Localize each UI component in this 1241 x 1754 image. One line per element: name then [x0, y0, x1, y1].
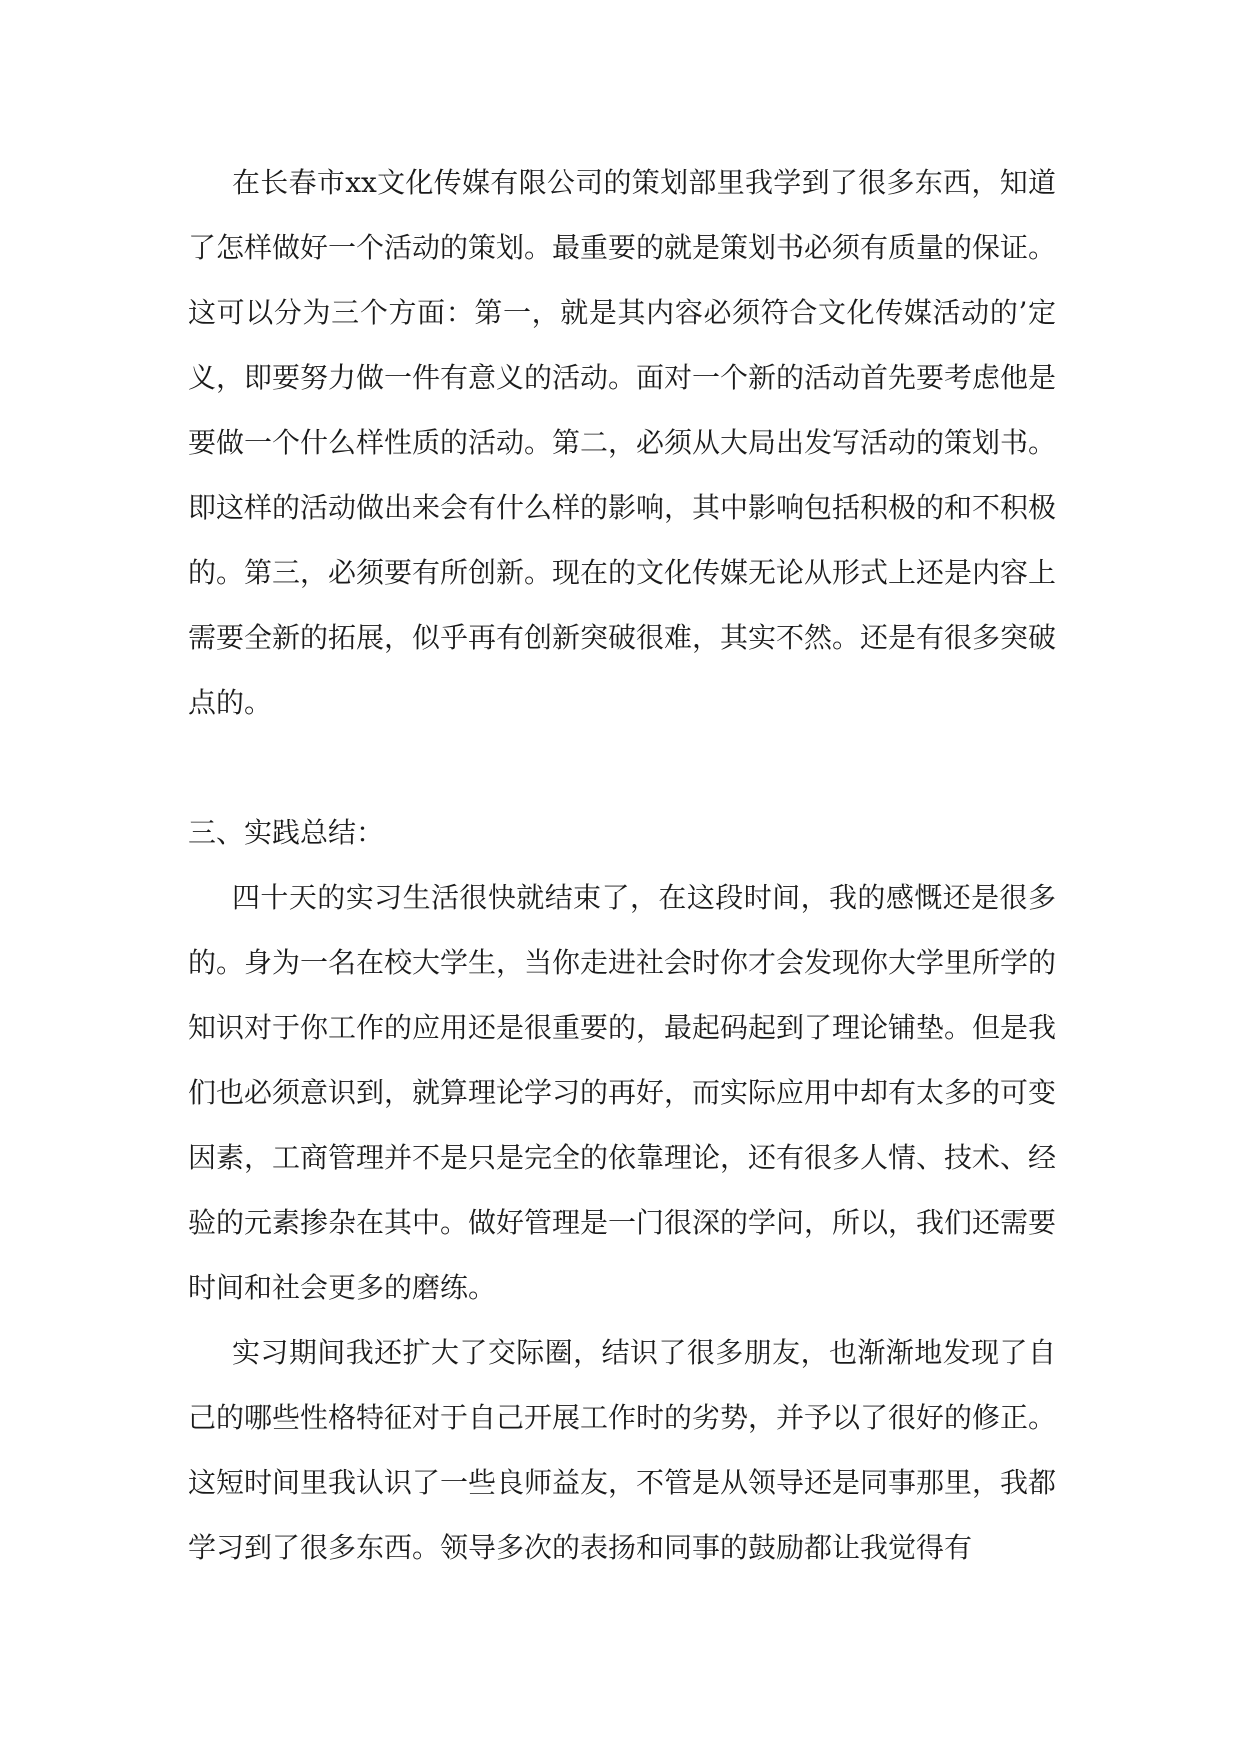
- paragraph-practice-summary: 四十天的实习生活很快就结束了，在这段时间，我的感慨还是很多的。身为一名在校大学生，当你走进社会时你才会发现你大学里所学的知识对于你工作的应用还是很重要的，最起码起到了理论铺垫。但是我们也必须意识到，就算理论学习的再好，而实际应用中却有太多的可变因素，工商管理并不是只是完全的依靠理论，还有很多人情、技术、经验的元素掺杂在其中。做好管理是一门很深的学问，所以，我们还需要时间和社会更多的磨练。: [188, 881, 1057, 1304]
- paragraph-spacing: [188, 735, 1056, 800]
- document-body: [188, 150, 1056, 1580]
- paragraph-planning-department: 在长春市xx文化传媒有限公司的策划部里我学到了很多东西，知道了怎样做好一个活动的策划。最重要的就是策划书必须有质量的保证。这可以分为三个方面：第一，就是其内容必须符合文化传媒活动的’定义，即要努力做一件有意义的活动。面对一个新的活动首先要考虑他是要做一个什么样性质的活动。第二，必须从大局出发写活动的策划书。即这样的活动做出来会有什么样的影响，其中影响包括积极的和不积极的。第三，必须要有所创新。现在的文化传媒无论从形式上还是内容上需要全新的拓展，似乎再有创新突破很难，其实不然。还是有很多突破点的。: [188, 166, 1057, 719]
- section-heading: 三、实践总结：: [188, 816, 385, 849]
- paragraph-social-circle: 实习期间我还扩大了交际圈，结识了很多朋友，也渐渐地发现了自己的哪些性格特征对于自己开展工作时的劣势，并予以了很好的修正。这短时间里我认识了一些良师益友，不管是从领导还是同事那里，我都学习到了很多东西。领导多次的表扬和同事的鼓励都让我觉得有: [188, 1336, 1057, 1564]
